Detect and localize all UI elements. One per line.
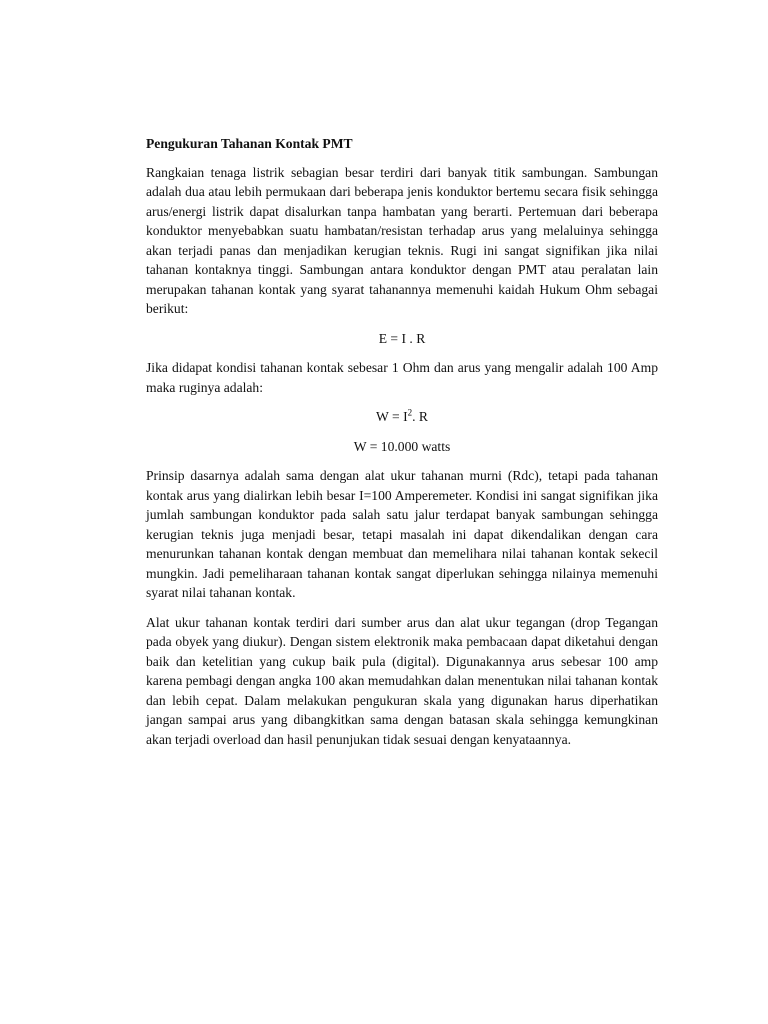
equation-power-prefix: W = I (376, 409, 408, 424)
equation-power-suffix: . R (412, 409, 428, 424)
equation-power-exponent: 2 (407, 407, 413, 418)
paragraph-example: Jika didapat kondisi tahanan kontak sebesar 1 Ohm dan arus yang mengalir adalah 100 Amp maka ruginya adalah: (146, 360, 658, 395)
paragraph-principle: Prinsip dasarnya adalah sama dengan alat ukur tahanan murni (Rdc), tetapi pada tahanan kontak arus yang dialirkan lebih besar I=100 Amperemeter. Kondisi ini sangat signifikan jika jumlah sambungan konduktor pada salah satu jalur terdapat banyak sambungan sehingga kerugian teknis juga menjadi besar, tetapi masalah ini dapat dikendalikan dengan cara menurunkan tahanan kontak dengan membuat dan memelihara nilai tahanan kontak sekecil mungkin. Jadi pemeliharaan tahanan kontak sangat diperlukan sehingga nilainya memenuhi syarat nilai tahanan kontak. (146, 468, 658, 600)
paragraph-intro: Rangkaian tenaga listrik sebagian besar terdiri dari banyak titik sambungan. Sambungan adalah dua atau lebih permukaan dari beberapa jenis konduktor bertemu secara fisik sehingga arus/energi listrik dapat disalurkan tanpa hambatan yang berarti. Pertemuan dari beberapa konduktor menyebabkan suatu hambatan/resistan terhadap arus yang melaluinya sehingga akan terjadi panas dan menjadikan kerugian teknis. Rugi ini sangat signifikan jika nilai tahanan kontaknya tinggi. Sambungan antara konduktor dengan PMT atau peralatan lain merupakan tahanan kontak yang syarat tahanannya memenuhi kaidah Hukum Ohm sebagai berikut: (146, 164, 658, 316)
equation-power-loss (146, 407, 658, 427)
paragraph-measuring-tool: Alat ukur tahanan kontak terdiri dari sumber arus dan alat ukur tegangan (drop Tegangan pada obyek yang diukur). Dengan sistem elektronik maka pembacaan dapat diketahui dengan baik dan ketelitian yang cukup baik pula (digital). Digunakannya arus sebesar 100 amp karena pembagi dengan angka 100 akan memudahkan dalan menentukan nilai tahanan kontak dan lebih cepat. Dalam melakukan pengukuran skala yang digunakan harus diperhatikan jangan sampai arus yang dibangkitkan sama dengan batasan skala sehingga kemungkinan akan terjadi overload dan hasil penunjukan tidak sesuai dengan kenyataannya. (146, 614, 658, 747)
equation-power-result: W = 10.000 watts (353, 438, 451, 454)
equation-ohm-law: E = I . R (378, 330, 426, 346)
document-page (146, 134, 658, 759)
document-title: Pengukuran Tahanan Kontak PMT (146, 136, 353, 151)
